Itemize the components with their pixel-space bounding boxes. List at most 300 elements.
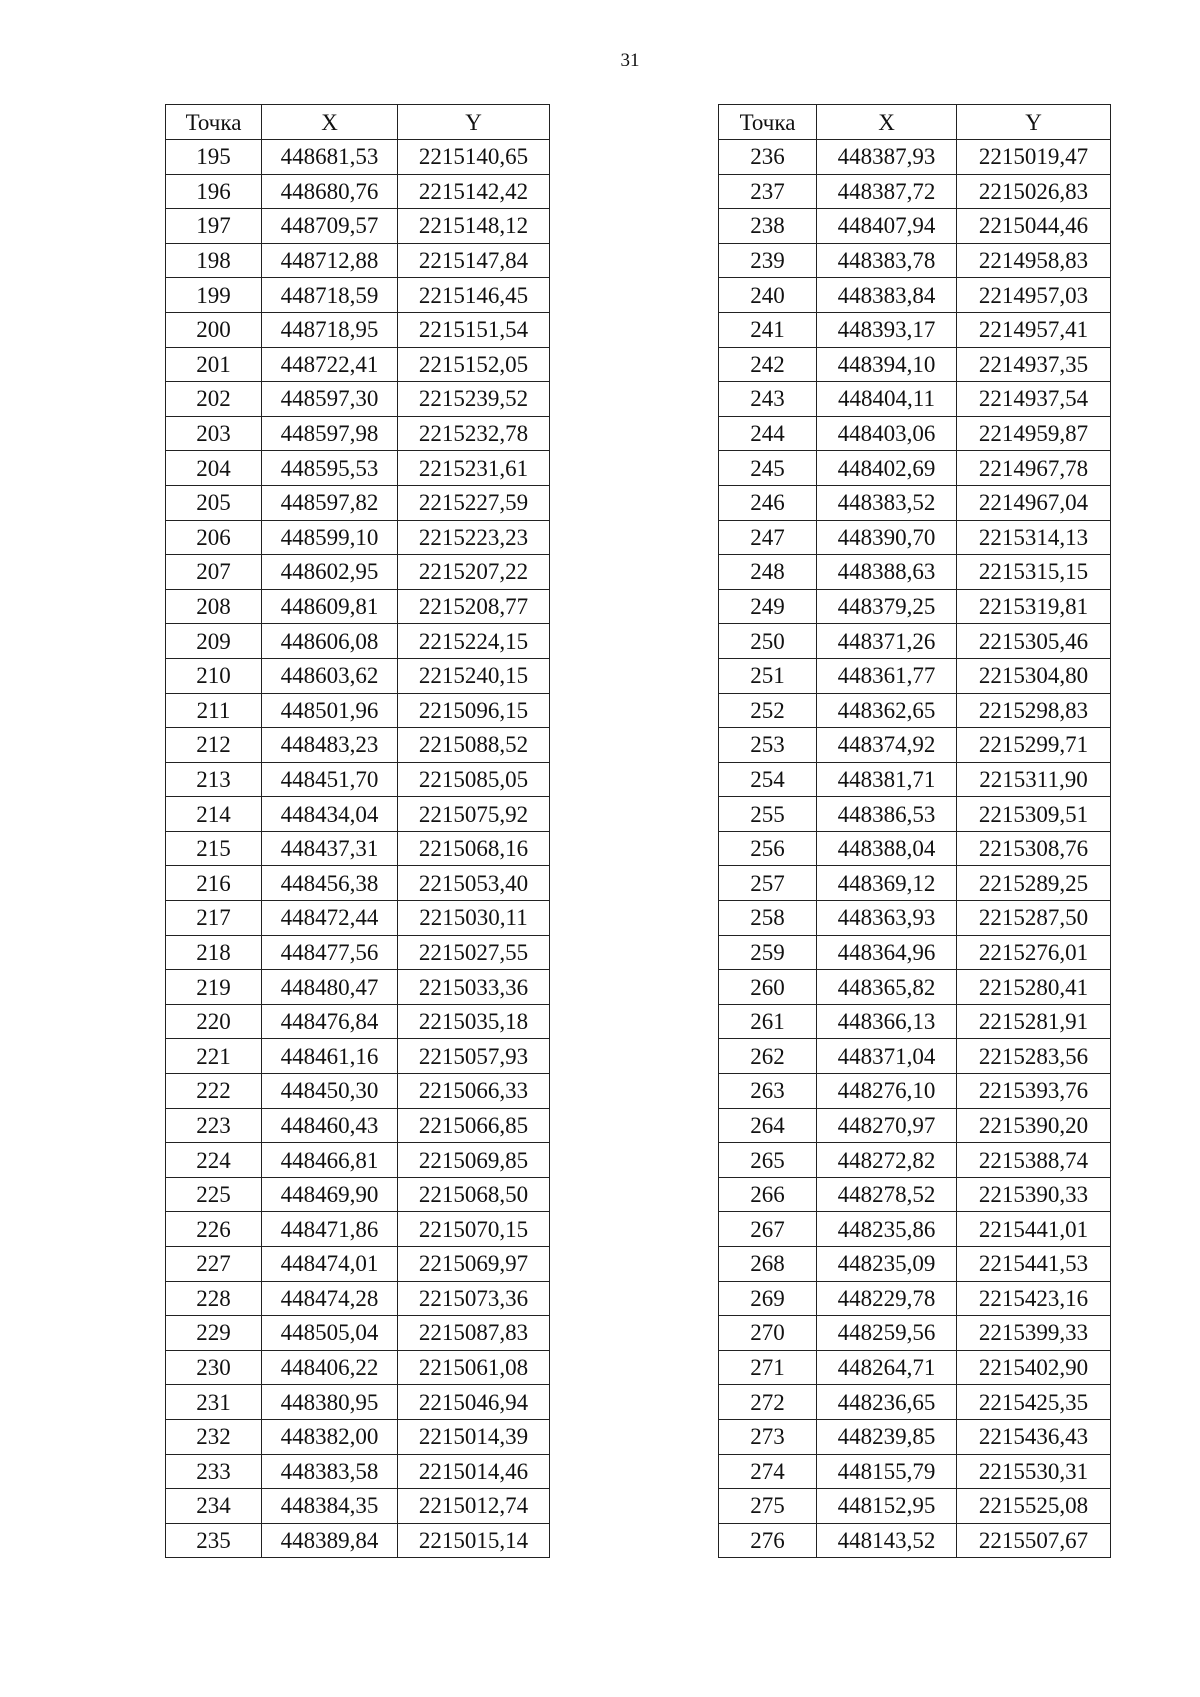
x-coordinate-cell: 448712,88 <box>262 243 398 278</box>
header-point: Точка <box>719 105 817 140</box>
point-number-cell: 242 <box>719 347 817 382</box>
y-coordinate-cell: 2215299,71 <box>957 728 1111 763</box>
point-number-cell: 265 <box>719 1143 817 1178</box>
table-row <box>719 970 1111 1005</box>
table-row <box>166 901 550 936</box>
y-coordinate-cell: 2214958,83 <box>957 243 1111 278</box>
x-coordinate-cell: 448387,72 <box>817 174 957 209</box>
x-coordinate-cell: 448371,26 <box>817 624 957 659</box>
x-coordinate-cell: 448143,52 <box>817 1523 957 1558</box>
y-coordinate-cell: 2215280,41 <box>957 970 1111 1005</box>
table-row <box>166 485 550 520</box>
x-coordinate-cell: 448362,65 <box>817 693 957 728</box>
point-number-cell: 218 <box>166 935 262 970</box>
page-number: 31 <box>620 50 640 71</box>
y-coordinate-cell: 2215309,51 <box>957 797 1111 832</box>
y-coordinate-cell: 2215315,15 <box>957 555 1111 590</box>
x-coordinate-cell: 448450,30 <box>262 1074 398 1109</box>
point-number-cell: 235 <box>166 1523 262 1558</box>
x-coordinate-cell: 448236,65 <box>817 1385 957 1420</box>
table-row <box>166 1039 550 1074</box>
point-number-cell: 246 <box>719 485 817 520</box>
x-coordinate-cell: 448374,92 <box>817 728 957 763</box>
y-coordinate-cell: 2215030,11 <box>398 901 550 936</box>
y-coordinate-cell: 2215281,91 <box>957 1004 1111 1039</box>
y-coordinate-cell: 2215147,84 <box>398 243 550 278</box>
x-coordinate-cell: 448602,95 <box>262 555 398 590</box>
x-coordinate-cell: 448483,23 <box>262 728 398 763</box>
x-coordinate-cell: 448451,70 <box>262 762 398 797</box>
y-coordinate-cell: 2215223,23 <box>398 520 550 555</box>
y-coordinate-cell: 2215085,05 <box>398 762 550 797</box>
header-y: Y <box>957 105 1111 140</box>
point-number-cell: 243 <box>719 382 817 417</box>
header-x: X <box>262 105 398 140</box>
point-number-cell: 195 <box>166 140 262 175</box>
x-coordinate-cell: 448383,52 <box>817 485 957 520</box>
point-number-cell: 275 <box>719 1489 817 1524</box>
point-number-cell: 202 <box>166 382 262 417</box>
table-row <box>166 1177 550 1212</box>
table-row <box>166 1004 550 1039</box>
y-coordinate-cell: 2215393,76 <box>957 1074 1111 1109</box>
y-coordinate-cell: 2215068,50 <box>398 1177 550 1212</box>
x-coordinate-cell: 448437,31 <box>262 831 398 866</box>
point-number-cell: 221 <box>166 1039 262 1074</box>
y-coordinate-cell: 2215390,20 <box>957 1108 1111 1143</box>
x-coordinate-cell: 448681,53 <box>262 140 398 175</box>
y-coordinate-cell: 2215061,08 <box>398 1350 550 1385</box>
y-coordinate-cell: 2215014,39 <box>398 1419 550 1454</box>
y-coordinate-cell: 2215057,93 <box>398 1039 550 1074</box>
table-row <box>166 1316 550 1351</box>
table-row <box>166 1074 550 1109</box>
y-coordinate-cell: 2215311,90 <box>957 762 1111 797</box>
x-coordinate-cell: 448388,04 <box>817 831 957 866</box>
point-number-cell: 239 <box>719 243 817 278</box>
x-coordinate-cell: 448406,22 <box>262 1350 398 1385</box>
table-row <box>166 174 550 209</box>
table-row <box>166 1143 550 1178</box>
x-coordinate-cell: 448387,93 <box>817 140 957 175</box>
y-coordinate-cell: 2215044,46 <box>957 209 1111 244</box>
x-coordinate-cell: 448606,08 <box>262 624 398 659</box>
y-coordinate-cell: 2215390,33 <box>957 1177 1111 1212</box>
table-row <box>166 451 550 486</box>
table-row <box>166 278 550 313</box>
table-row <box>166 1108 550 1143</box>
table-row <box>719 416 1111 451</box>
point-number-cell: 244 <box>719 416 817 451</box>
x-coordinate-cell: 448471,86 <box>262 1212 398 1247</box>
table-row <box>166 1454 550 1489</box>
point-number-cell: 199 <box>166 278 262 313</box>
point-number-cell: 227 <box>166 1247 262 1282</box>
x-coordinate-cell: 448597,30 <box>262 382 398 417</box>
table-row <box>719 831 1111 866</box>
x-coordinate-cell: 448366,13 <box>817 1004 957 1039</box>
point-number-cell: 212 <box>166 728 262 763</box>
header-x: X <box>817 105 957 140</box>
x-coordinate-cell: 448402,69 <box>817 451 957 486</box>
table-row <box>719 1419 1111 1454</box>
y-coordinate-cell: 2215068,16 <box>398 831 550 866</box>
y-coordinate-cell: 2215319,81 <box>957 589 1111 624</box>
table-row <box>166 762 550 797</box>
point-number-cell: 198 <box>166 243 262 278</box>
table-row <box>719 693 1111 728</box>
y-coordinate-cell: 2215441,53 <box>957 1247 1111 1282</box>
point-number-cell: 225 <box>166 1177 262 1212</box>
x-coordinate-cell: 448597,98 <box>262 416 398 451</box>
x-coordinate-cell: 448390,70 <box>817 520 957 555</box>
x-coordinate-cell: 448404,11 <box>817 382 957 417</box>
y-coordinate-cell: 2215388,74 <box>957 1143 1111 1178</box>
x-coordinate-cell: 448229,78 <box>817 1281 957 1316</box>
y-coordinate-cell: 2215066,85 <box>398 1108 550 1143</box>
y-coordinate-cell: 2215287,50 <box>957 901 1111 936</box>
table-row <box>719 1350 1111 1385</box>
point-number-cell: 267 <box>719 1212 817 1247</box>
x-coordinate-cell: 448403,06 <box>817 416 957 451</box>
x-coordinate-cell: 448460,43 <box>262 1108 398 1143</box>
x-coordinate-cell: 448383,78 <box>817 243 957 278</box>
x-coordinate-cell: 448722,41 <box>262 347 398 382</box>
x-coordinate-cell: 448270,97 <box>817 1108 957 1143</box>
x-coordinate-cell: 448609,81 <box>262 589 398 624</box>
table-row <box>166 1419 550 1454</box>
point-number-cell: 214 <box>166 797 262 832</box>
point-number-cell: 197 <box>166 209 262 244</box>
point-number-cell: 196 <box>166 174 262 209</box>
y-coordinate-cell: 2215239,52 <box>398 382 550 417</box>
y-coordinate-cell: 2215507,67 <box>957 1523 1111 1558</box>
table-row <box>166 312 550 347</box>
table-row <box>166 520 550 555</box>
table-row <box>166 693 550 728</box>
point-number-cell: 274 <box>719 1454 817 1489</box>
x-coordinate-cell: 448718,59 <box>262 278 398 313</box>
y-coordinate-cell: 2215298,83 <box>957 693 1111 728</box>
x-coordinate-cell: 448718,95 <box>262 312 398 347</box>
x-coordinate-cell: 448599,10 <box>262 520 398 555</box>
y-coordinate-cell: 2215304,80 <box>957 658 1111 693</box>
point-number-cell: 204 <box>166 451 262 486</box>
table-row <box>719 658 1111 693</box>
table-row <box>166 347 550 382</box>
table-row <box>166 1247 550 1282</box>
y-coordinate-cell: 2215207,22 <box>398 555 550 590</box>
y-coordinate-cell: 2215231,61 <box>398 451 550 486</box>
point-number-cell: 226 <box>166 1212 262 1247</box>
y-coordinate-cell: 2215425,35 <box>957 1385 1111 1420</box>
table-row <box>166 555 550 590</box>
point-number-cell: 231 <box>166 1385 262 1420</box>
point-number-cell: 251 <box>719 658 817 693</box>
x-coordinate-cell: 448474,28 <box>262 1281 398 1316</box>
x-coordinate-cell: 448472,44 <box>262 901 398 936</box>
y-coordinate-cell: 2215146,45 <box>398 278 550 313</box>
table-row <box>166 1350 550 1385</box>
x-coordinate-cell: 448259,56 <box>817 1316 957 1351</box>
y-coordinate-cell: 2215142,42 <box>398 174 550 209</box>
point-number-cell: 240 <box>719 278 817 313</box>
table-row <box>166 243 550 278</box>
y-coordinate-cell: 2215073,36 <box>398 1281 550 1316</box>
x-coordinate-cell: 448434,04 <box>262 797 398 832</box>
y-coordinate-cell: 2215305,46 <box>957 624 1111 659</box>
point-number-cell: 211 <box>166 693 262 728</box>
x-coordinate-cell: 448379,25 <box>817 589 957 624</box>
point-number-cell: 237 <box>719 174 817 209</box>
x-coordinate-cell: 448394,10 <box>817 347 957 382</box>
x-coordinate-cell: 448276,10 <box>817 1074 957 1109</box>
table-row <box>719 1385 1111 1420</box>
x-coordinate-cell: 448595,53 <box>262 451 398 486</box>
point-number-cell: 238 <box>719 209 817 244</box>
point-number-cell: 216 <box>166 866 262 901</box>
point-number-cell: 276 <box>719 1523 817 1558</box>
table-row <box>166 1385 550 1420</box>
point-number-cell: 236 <box>719 140 817 175</box>
coordinates-table-left <box>165 104 550 1558</box>
x-coordinate-cell: 448381,71 <box>817 762 957 797</box>
x-coordinate-cell: 448393,17 <box>817 312 957 347</box>
point-number-cell: 203 <box>166 416 262 451</box>
y-coordinate-cell: 2215530,31 <box>957 1454 1111 1489</box>
x-coordinate-cell: 448278,52 <box>817 1177 957 1212</box>
x-coordinate-cell: 448155,79 <box>817 1454 957 1489</box>
y-coordinate-cell: 2215399,33 <box>957 1316 1111 1351</box>
y-coordinate-cell: 2215314,13 <box>957 520 1111 555</box>
table-row <box>719 140 1111 175</box>
x-coordinate-cell: 448264,71 <box>817 1350 957 1385</box>
table-row <box>719 485 1111 520</box>
y-coordinate-cell: 2215015,14 <box>398 1523 550 1558</box>
point-number-cell: 252 <box>719 693 817 728</box>
table-row <box>719 589 1111 624</box>
y-coordinate-cell: 2215232,78 <box>398 416 550 451</box>
table-row <box>166 1489 550 1524</box>
table-row <box>166 624 550 659</box>
y-coordinate-cell: 2215525,08 <box>957 1489 1111 1524</box>
point-number-cell: 272 <box>719 1385 817 1420</box>
x-coordinate-cell: 448361,77 <box>817 658 957 693</box>
x-coordinate-cell: 448477,56 <box>262 935 398 970</box>
table-header-row <box>166 105 550 140</box>
x-coordinate-cell: 448384,35 <box>262 1489 398 1524</box>
table-row <box>719 278 1111 313</box>
point-number-cell: 241 <box>719 312 817 347</box>
y-coordinate-cell: 2214937,35 <box>957 347 1111 382</box>
table-row <box>719 347 1111 382</box>
x-coordinate-cell: 448474,01 <box>262 1247 398 1282</box>
x-coordinate-cell: 448407,94 <box>817 209 957 244</box>
point-number-cell: 262 <box>719 1039 817 1074</box>
x-coordinate-cell: 448456,38 <box>262 866 398 901</box>
y-coordinate-cell: 2215436,43 <box>957 1419 1111 1454</box>
point-number-cell: 258 <box>719 901 817 936</box>
y-coordinate-cell: 2215087,83 <box>398 1316 550 1351</box>
point-number-cell: 255 <box>719 797 817 832</box>
x-coordinate-cell: 448388,63 <box>817 555 957 590</box>
y-coordinate-cell: 2214937,54 <box>957 382 1111 417</box>
point-number-cell: 245 <box>719 451 817 486</box>
table-row <box>166 728 550 763</box>
point-number-cell: 269 <box>719 1281 817 1316</box>
table-row <box>719 1523 1111 1558</box>
y-coordinate-cell: 2215152,05 <box>398 347 550 382</box>
point-number-cell: 260 <box>719 970 817 1005</box>
x-coordinate-cell: 448389,84 <box>262 1523 398 1558</box>
table-header-row <box>719 105 1111 140</box>
y-coordinate-cell: 2215276,01 <box>957 935 1111 970</box>
x-coordinate-cell: 448239,85 <box>817 1419 957 1454</box>
point-number-cell: 233 <box>166 1454 262 1489</box>
x-coordinate-cell: 448709,57 <box>262 209 398 244</box>
point-number-cell: 263 <box>719 1074 817 1109</box>
table-row <box>719 1074 1111 1109</box>
table-row <box>166 658 550 693</box>
y-coordinate-cell: 2215027,55 <box>398 935 550 970</box>
x-coordinate-cell: 448364,96 <box>817 935 957 970</box>
point-number-cell: 229 <box>166 1316 262 1351</box>
point-number-cell: 250 <box>719 624 817 659</box>
table-row <box>166 935 550 970</box>
point-number-cell: 213 <box>166 762 262 797</box>
table-row <box>719 1143 1111 1178</box>
table-row <box>166 1523 550 1558</box>
point-number-cell: 247 <box>719 520 817 555</box>
table-row <box>719 728 1111 763</box>
x-coordinate-cell: 448235,86 <box>817 1212 957 1247</box>
y-coordinate-cell: 2215069,85 <box>398 1143 550 1178</box>
y-coordinate-cell: 2215053,40 <box>398 866 550 901</box>
y-coordinate-cell: 2215402,90 <box>957 1350 1111 1385</box>
y-coordinate-cell: 2215227,59 <box>398 485 550 520</box>
table-row <box>166 831 550 866</box>
point-number-cell: 261 <box>719 1004 817 1039</box>
table-row <box>719 520 1111 555</box>
point-number-cell: 254 <box>719 762 817 797</box>
table-row <box>719 243 1111 278</box>
point-number-cell: 259 <box>719 935 817 970</box>
table-row <box>719 209 1111 244</box>
y-coordinate-cell: 2215423,16 <box>957 1281 1111 1316</box>
y-coordinate-cell: 2215140,65 <box>398 140 550 175</box>
y-coordinate-cell: 2215012,74 <box>398 1489 550 1524</box>
y-coordinate-cell: 2215151,54 <box>398 312 550 347</box>
point-number-cell: 234 <box>166 1489 262 1524</box>
y-coordinate-cell: 2215014,46 <box>398 1454 550 1489</box>
x-coordinate-cell: 448380,95 <box>262 1385 398 1420</box>
point-number-cell: 205 <box>166 485 262 520</box>
point-number-cell: 257 <box>719 866 817 901</box>
point-number-cell: 266 <box>719 1177 817 1212</box>
y-coordinate-cell: 2215069,97 <box>398 1247 550 1282</box>
table-row <box>166 382 550 417</box>
point-number-cell: 230 <box>166 1350 262 1385</box>
y-coordinate-cell: 2215308,76 <box>957 831 1111 866</box>
x-coordinate-cell: 448386,53 <box>817 797 957 832</box>
y-coordinate-cell: 2214967,04 <box>957 485 1111 520</box>
point-number-cell: 270 <box>719 1316 817 1351</box>
x-coordinate-cell: 448383,84 <box>817 278 957 313</box>
point-number-cell: 223 <box>166 1108 262 1143</box>
table-row <box>719 1108 1111 1143</box>
y-coordinate-cell: 2214967,78 <box>957 451 1111 486</box>
x-coordinate-cell: 448461,16 <box>262 1039 398 1074</box>
x-coordinate-cell: 448382,00 <box>262 1419 398 1454</box>
y-coordinate-cell: 2215033,36 <box>398 970 550 1005</box>
y-coordinate-cell: 2215208,77 <box>398 589 550 624</box>
y-coordinate-cell: 2215240,15 <box>398 658 550 693</box>
y-coordinate-cell: 2215070,15 <box>398 1212 550 1247</box>
table-row <box>166 970 550 1005</box>
y-coordinate-cell: 2215224,15 <box>398 624 550 659</box>
x-coordinate-cell: 448480,47 <box>262 970 398 1005</box>
x-coordinate-cell: 448505,04 <box>262 1316 398 1351</box>
table-row <box>166 866 550 901</box>
x-coordinate-cell: 448476,84 <box>262 1004 398 1039</box>
y-coordinate-cell: 2214957,03 <box>957 278 1111 313</box>
point-number-cell: 264 <box>719 1108 817 1143</box>
x-coordinate-cell: 448235,09 <box>817 1247 957 1282</box>
y-coordinate-cell: 2215026,83 <box>957 174 1111 209</box>
table-row <box>166 416 550 451</box>
table-row <box>719 1039 1111 1074</box>
point-number-cell: 232 <box>166 1419 262 1454</box>
header-y: Y <box>398 105 550 140</box>
table-row <box>166 1281 550 1316</box>
table-row <box>719 451 1111 486</box>
point-number-cell: 208 <box>166 589 262 624</box>
x-coordinate-cell: 448152,95 <box>817 1489 957 1524</box>
point-number-cell: 248 <box>719 555 817 590</box>
point-number-cell: 201 <box>166 347 262 382</box>
y-coordinate-cell: 2214959,87 <box>957 416 1111 451</box>
table-row <box>719 797 1111 832</box>
table-row <box>719 624 1111 659</box>
y-coordinate-cell: 2215148,12 <box>398 209 550 244</box>
table-row <box>719 1177 1111 1212</box>
y-coordinate-cell: 2215035,18 <box>398 1004 550 1039</box>
y-coordinate-cell: 2215283,56 <box>957 1039 1111 1074</box>
point-number-cell: 219 <box>166 970 262 1005</box>
y-coordinate-cell: 2215019,47 <box>957 140 1111 175</box>
x-coordinate-cell: 448603,62 <box>262 658 398 693</box>
point-number-cell: 222 <box>166 1074 262 1109</box>
point-number-cell: 273 <box>719 1419 817 1454</box>
point-number-cell: 271 <box>719 1350 817 1385</box>
point-number-cell: 220 <box>166 1004 262 1039</box>
point-number-cell: 228 <box>166 1281 262 1316</box>
y-coordinate-cell: 2215066,33 <box>398 1074 550 1109</box>
y-coordinate-cell: 2215289,25 <box>957 866 1111 901</box>
x-coordinate-cell: 448466,81 <box>262 1143 398 1178</box>
table-row <box>719 866 1111 901</box>
point-number-cell: 224 <box>166 1143 262 1178</box>
point-number-cell: 207 <box>166 555 262 590</box>
point-number-cell: 256 <box>719 831 817 866</box>
x-coordinate-cell: 448597,82 <box>262 485 398 520</box>
table-row <box>719 1281 1111 1316</box>
x-coordinate-cell: 448363,93 <box>817 901 957 936</box>
point-number-cell: 249 <box>719 589 817 624</box>
x-coordinate-cell: 448365,82 <box>817 970 957 1005</box>
table-row <box>719 1454 1111 1489</box>
table-row <box>719 1316 1111 1351</box>
